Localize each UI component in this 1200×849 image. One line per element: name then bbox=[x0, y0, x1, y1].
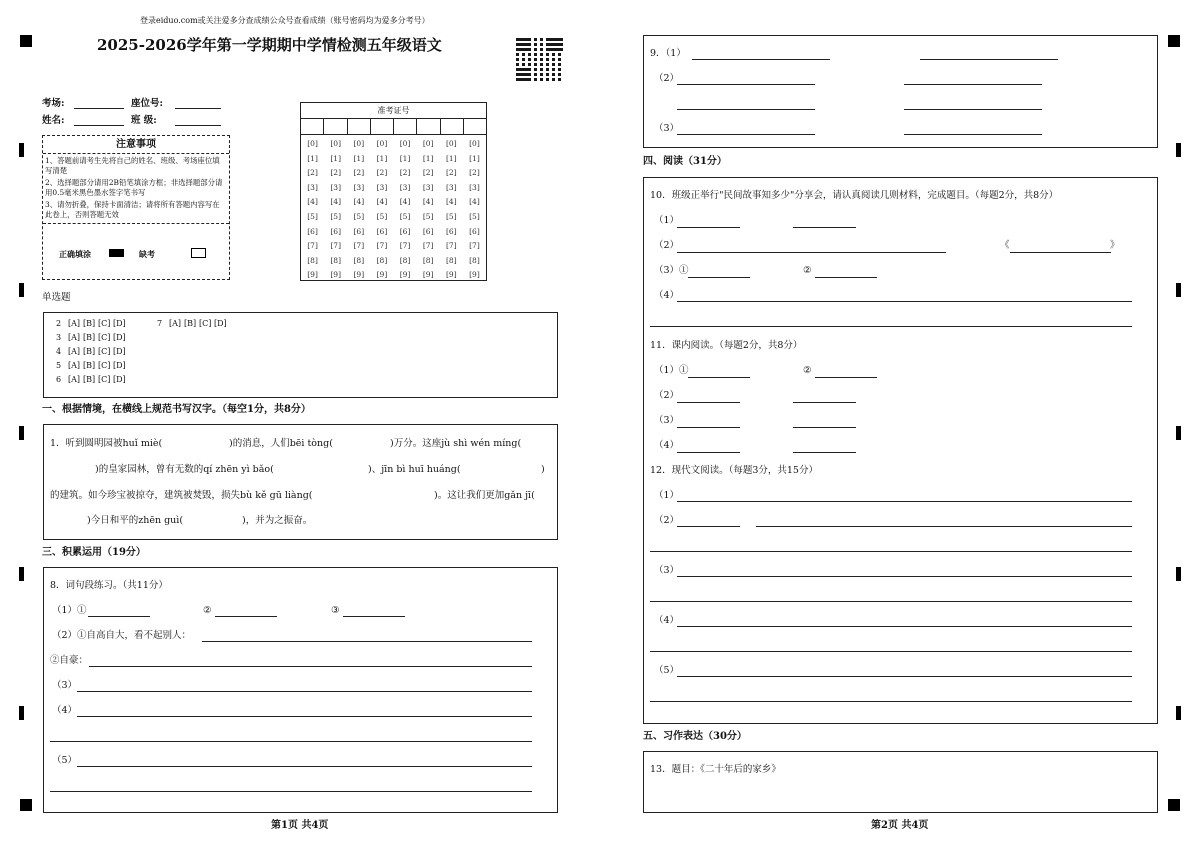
q11-part: （3） bbox=[654, 415, 680, 426]
admission-digit-bubble[interactable]: [9] bbox=[376, 270, 388, 280]
admission-digit-bubble[interactable]: [4] bbox=[353, 197, 365, 207]
q8-part: ③ bbox=[331, 605, 340, 616]
admission-digit-bubble[interactable]: [8] bbox=[399, 255, 411, 265]
q1-text: 的建筑。如今珍宝被掠夺，建筑被焚毁，损失bù kě gū liàng( bbox=[50, 490, 313, 501]
choice-option-bubble[interactable]: [B] bbox=[83, 347, 96, 356]
admission-digit-bubble[interactable]: [1] bbox=[353, 153, 365, 163]
q10-part: （4） bbox=[654, 290, 680, 301]
admission-digit-column bbox=[394, 137, 417, 283]
admission-digit-column bbox=[370, 137, 393, 283]
answer-line[interactable] bbox=[77, 766, 532, 767]
registration-mark bbox=[1168, 35, 1180, 47]
notice-item: 3、请勿折叠，保持卡面清洁；请将所有答题内容写在此卷上，否则答题无效 bbox=[45, 200, 220, 219]
admission-digit-bubble[interactable]: [9] bbox=[399, 270, 411, 280]
q12-part: （2） bbox=[654, 515, 680, 526]
q1-text: 1．听到圆明园被huǐ miè( bbox=[50, 438, 163, 449]
answer-line[interactable] bbox=[677, 402, 740, 403]
q11-heading: 11．课内阅读。（每题2分，共8分） bbox=[650, 340, 803, 351]
answer-line[interactable] bbox=[904, 134, 1042, 135]
admission-digit-column bbox=[440, 137, 463, 283]
answer-line[interactable] bbox=[677, 501, 1132, 502]
answer-line[interactable] bbox=[793, 452, 856, 453]
choice-option-bubble[interactable]: [D] bbox=[113, 347, 126, 356]
q8-heading: 8．词句段练习。（共11分） bbox=[50, 580, 168, 591]
choice-question-number: 3 bbox=[56, 333, 62, 342]
admission-digit-bubble[interactable]: [7] bbox=[307, 241, 318, 251]
answer-line[interactable] bbox=[677, 134, 815, 135]
choice-option-bubble[interactable]: [C] bbox=[199, 319, 212, 328]
choice-option-bubble[interactable]: [D] bbox=[214, 319, 227, 328]
section-4-box bbox=[643, 177, 1158, 724]
choice-option-bubble[interactable]: [C] bbox=[98, 319, 111, 328]
registration-mark bbox=[20, 35, 32, 47]
seat-field[interactable] bbox=[175, 108, 221, 109]
choice-option-bubble[interactable]: [D] bbox=[113, 319, 126, 328]
q8-part: ②自豪： bbox=[50, 655, 89, 666]
admission-digit-bubble[interactable]: [0] bbox=[330, 139, 341, 148]
admission-digit-bubble[interactable]: [7] bbox=[330, 241, 341, 251]
admission-digit-bubble[interactable]: [3] bbox=[307, 182, 318, 192]
answer-line[interactable] bbox=[793, 227, 856, 228]
answer-line[interactable] bbox=[650, 701, 1132, 702]
choice-option-bubble[interactable]: [D] bbox=[113, 333, 126, 342]
absent-label: 缺考 bbox=[139, 249, 155, 259]
page-title: 2025-2026学年第一学期期中学情检测五年级语文 bbox=[97, 36, 442, 54]
admission-digit-bubble[interactable]: [3] bbox=[399, 182, 411, 192]
admission-digit-bubble[interactable]: [7] bbox=[376, 241, 388, 251]
timing-mark bbox=[19, 567, 24, 581]
q1-text: )、jīn bì huī huáng( bbox=[368, 464, 461, 475]
admission-digit-column bbox=[324, 137, 347, 283]
section-1-heading: 一、根据情境，在横线上规范书写汉字。（每空1分，共8分） bbox=[42, 404, 311, 415]
choice-question-number: 5 bbox=[56, 361, 62, 370]
section-3-box bbox=[43, 567, 558, 813]
answer-line[interactable] bbox=[904, 109, 1042, 110]
answer-line[interactable] bbox=[50, 741, 532, 742]
choice-question-number: 4 bbox=[56, 347, 62, 356]
admission-digit-bubble[interactable]: [3] bbox=[330, 182, 341, 192]
top-note: 登录eiduo.com或关注爱多分查成绩公众号查看成绩（账号密码均为爱多分考号） bbox=[140, 16, 430, 25]
q12-part: （3） bbox=[654, 565, 680, 576]
name-label: 姓名: bbox=[42, 115, 65, 126]
page-footer-left: 第1页 共4页 bbox=[271, 820, 329, 831]
admission-number-grid bbox=[300, 102, 487, 281]
admission-digit-bubble[interactable]: [2] bbox=[376, 168, 388, 178]
answer-line[interactable] bbox=[650, 326, 1132, 327]
admission-digit-bubble[interactable]: [5] bbox=[330, 211, 341, 221]
admission-digit-bubble[interactable]: [4] bbox=[469, 197, 480, 207]
q1-text: ) bbox=[541, 464, 545, 475]
admission-digit-bubble[interactable]: [8] bbox=[469, 255, 480, 265]
choice-option-bubble[interactable]: [C] bbox=[98, 361, 111, 370]
admission-digit-bubble[interactable]: [0] bbox=[446, 139, 457, 148]
choice-option-bubble[interactable]: [B] bbox=[83, 319, 96, 328]
q8-part: （2）①自高自大，看不起别人： bbox=[52, 630, 192, 641]
admission-digit-bubble[interactable]: [5] bbox=[353, 211, 365, 221]
q13-heading: 13．题目：《二十年后的家乡》 bbox=[650, 764, 781, 775]
admission-digit-bubble[interactable]: [9] bbox=[446, 270, 457, 280]
timing-mark bbox=[1176, 143, 1181, 157]
admission-digit-bubble[interactable]: [4] bbox=[399, 197, 411, 207]
choice-option-bubble[interactable]: [A] bbox=[169, 319, 182, 328]
answer-line[interactable] bbox=[688, 377, 750, 378]
q8-part: （4） bbox=[52, 705, 78, 716]
admission-digit-bubble[interactable]: [6] bbox=[330, 226, 341, 236]
admission-digit-bubble[interactable]: [3] bbox=[353, 182, 365, 192]
admission-digit-column bbox=[463, 137, 486, 283]
choice-question-number: 7 bbox=[157, 319, 163, 328]
q8-part: （1）① bbox=[52, 605, 87, 616]
answer-line[interactable] bbox=[650, 601, 1132, 602]
admission-digit-bubble[interactable]: [5] bbox=[446, 211, 457, 221]
q1-text: )今日和平的zhēn guì( bbox=[87, 515, 184, 526]
class-label: 班 级: bbox=[131, 115, 157, 126]
q10-part: （2） bbox=[654, 240, 680, 251]
choice-option-bubble[interactable]: [B] bbox=[184, 319, 197, 328]
q11-part: （2） bbox=[654, 390, 680, 401]
admission-digit-bubble[interactable]: [5] bbox=[307, 211, 318, 221]
admission-digit-bubble[interactable]: [2] bbox=[399, 168, 411, 178]
answer-line[interactable] bbox=[677, 526, 740, 527]
admission-digit-bubble[interactable]: [5] bbox=[422, 211, 434, 221]
choice-option-bubble[interactable]: [A] bbox=[68, 347, 81, 356]
answer-line[interactable] bbox=[77, 716, 532, 717]
q1-text: )万分。这座jù shì wén míng( bbox=[390, 438, 522, 449]
admission-digit-column bbox=[417, 137, 440, 283]
answer-line[interactable] bbox=[677, 452, 740, 453]
answer-line[interactable] bbox=[202, 641, 532, 642]
admission-digit-bubble[interactable]: [5] bbox=[399, 211, 411, 221]
admission-digit-bubble[interactable]: [1] bbox=[307, 153, 318, 163]
timing-mark bbox=[19, 143, 24, 157]
answer-line[interactable] bbox=[677, 301, 1132, 302]
answer-line[interactable] bbox=[677, 252, 946, 253]
section-5-heading: 五、习作表达（30分） bbox=[643, 731, 747, 742]
admission-digit-bubble[interactable]: [1] bbox=[399, 153, 411, 163]
section-3-heading: 三、积累运用（19分） bbox=[42, 547, 146, 558]
timing-mark bbox=[1176, 283, 1181, 297]
q10-heading: 10．班级正举行"民间故事知多少"分享会，请认真阅读几则材料，完成题目。（每题2分，共8分） bbox=[650, 190, 1059, 201]
answer-line[interactable] bbox=[793, 427, 856, 428]
q9-part: （3） bbox=[654, 123, 680, 134]
answer-line[interactable] bbox=[677, 427, 740, 428]
admission-digit-bubble[interactable]: [7] bbox=[353, 241, 365, 251]
q12-part: （1） bbox=[654, 490, 680, 501]
notice-box bbox=[42, 135, 230, 280]
choice-option-bubble[interactable]: [B] bbox=[83, 333, 96, 342]
admission-digit-bubble[interactable]: [4] bbox=[307, 197, 318, 207]
timing-mark bbox=[1176, 706, 1181, 720]
admission-digit-bubble[interactable]: [4] bbox=[446, 197, 457, 207]
admission-digit-bubble[interactable]: [5] bbox=[376, 211, 388, 221]
choice-option-bubble[interactable]: [B] bbox=[83, 361, 96, 370]
book-open-bracket: 《 bbox=[1000, 240, 1010, 251]
admission-digit-bubble[interactable]: [2] bbox=[307, 168, 318, 178]
admission-digit-bubble[interactable]: [2] bbox=[330, 168, 341, 178]
answer-line[interactable] bbox=[89, 666, 532, 667]
answer-line[interactable] bbox=[1010, 252, 1111, 253]
admission-digit-bubble[interactable]: [7] bbox=[446, 241, 457, 251]
section-4-heading: 四、阅读（31分） bbox=[643, 156, 727, 167]
q1-text: )的皇家园林，曾有无数的qí zhēn yì bǎo( bbox=[95, 464, 274, 475]
admission-digit-bubble[interactable]: [2] bbox=[446, 168, 457, 178]
admission-digit-bubble[interactable]: [8] bbox=[330, 255, 341, 265]
admission-digit-bubble[interactable]: [9] bbox=[353, 270, 365, 280]
q11-part: （4） bbox=[654, 440, 680, 451]
answer-line[interactable] bbox=[677, 227, 740, 228]
choice-option-bubble[interactable]: [C] bbox=[98, 375, 111, 384]
choice-option-bubble[interactable]: [A] bbox=[68, 375, 81, 384]
admission-digit-bubble[interactable]: [9] bbox=[307, 270, 318, 280]
admission-digit-bubble[interactable]: [2] bbox=[469, 168, 480, 178]
admission-digit-bubble[interactable]: [8] bbox=[422, 255, 434, 265]
admission-number-write-row[interactable] bbox=[301, 119, 486, 135]
timing-mark bbox=[1176, 567, 1181, 581]
notice-heading: 注意事项 bbox=[43, 136, 229, 154]
q9-box bbox=[643, 35, 1158, 148]
admission-digit-bubble[interactable]: [2] bbox=[353, 168, 365, 178]
admission-digit-bubble[interactable]: [1] bbox=[376, 153, 388, 163]
admission-digit-bubble[interactable]: [7] bbox=[422, 241, 434, 251]
answer-line[interactable] bbox=[677, 84, 815, 85]
admission-digit-bubble[interactable]: [0] bbox=[307, 139, 318, 148]
q8-part: ② bbox=[203, 605, 212, 616]
registration-mark bbox=[20, 799, 32, 811]
choice-option-bubble[interactable]: [C] bbox=[98, 347, 111, 356]
answer-line[interactable] bbox=[343, 616, 405, 617]
admission-digit-bubble[interactable]: [2] bbox=[422, 168, 434, 178]
answer-line[interactable] bbox=[688, 277, 750, 278]
choice-option-bubble[interactable]: [A] bbox=[68, 319, 81, 328]
name-field[interactable] bbox=[74, 125, 124, 126]
q9-part: 9．（1） bbox=[650, 48, 686, 59]
q10-part: （1） bbox=[654, 215, 680, 226]
admission-digit-bubble[interactable]: [6] bbox=[307, 226, 318, 236]
admission-digit-bubble[interactable]: [9] bbox=[469, 270, 480, 280]
answer-line[interactable] bbox=[677, 109, 815, 110]
admission-digit-bubble[interactable]: [6] bbox=[422, 226, 434, 236]
admission-digit-bubble[interactable]: [8] bbox=[446, 255, 457, 265]
admission-digit-bubble[interactable]: [8] bbox=[376, 255, 388, 265]
admission-number-label: 准考证号 bbox=[301, 103, 486, 119]
fill-sample-area bbox=[43, 223, 229, 282]
admission-digit-bubble[interactable]: [6] bbox=[399, 226, 411, 236]
q12-heading: 12．现代文阅读。（每题3分，共15分） bbox=[650, 465, 818, 476]
notice-item: 2、选择题部分请用2B铅笔填涂方框；非选择题部分请用0.5毫米黑色墨水签字笔书写 bbox=[45, 178, 223, 197]
admission-digit-bubble[interactable]: [0] bbox=[469, 139, 480, 148]
admission-digit-bubble[interactable]: [3] bbox=[446, 182, 457, 192]
timing-mark bbox=[19, 426, 24, 440]
q1-text: )。这让我们更加gǎn jī( bbox=[434, 490, 535, 501]
answer-line[interactable] bbox=[904, 84, 1042, 85]
answer-line[interactable] bbox=[815, 277, 877, 278]
admission-digit-column bbox=[347, 137, 370, 283]
registration-mark bbox=[1168, 799, 1180, 811]
choice-option-bubble[interactable]: [A] bbox=[68, 333, 81, 342]
admission-digit-bubble[interactable]: [4] bbox=[330, 197, 341, 207]
answer-line[interactable] bbox=[50, 791, 532, 792]
timing-mark bbox=[19, 706, 24, 720]
choice-section-label: 单选题 bbox=[42, 292, 71, 303]
filled-box-icon bbox=[109, 249, 124, 257]
admission-digit-bubble[interactable]: [9] bbox=[330, 270, 341, 280]
choice-option-bubble[interactable]: [A] bbox=[68, 361, 81, 370]
q10-part: ② bbox=[803, 265, 812, 276]
essay-box[interactable] bbox=[643, 751, 1158, 813]
answer-line[interactable] bbox=[793, 402, 856, 403]
admission-digit-bubble[interactable]: [0] bbox=[353, 139, 365, 148]
admission-digit-bubble[interactable]: [6] bbox=[376, 226, 388, 236]
timing-mark bbox=[1176, 426, 1181, 440]
admission-digit-bubble[interactable]: [6] bbox=[353, 226, 365, 236]
class-field[interactable] bbox=[175, 125, 221, 126]
admission-digit-bubble[interactable]: [3] bbox=[469, 182, 480, 192]
answer-line[interactable] bbox=[677, 576, 1132, 577]
choice-option-bubble[interactable]: [D] bbox=[113, 375, 126, 384]
admission-digit-bubble[interactable]: [7] bbox=[469, 241, 480, 251]
answer-line[interactable] bbox=[650, 651, 1132, 652]
admission-digit-bubble[interactable]: [1] bbox=[422, 153, 434, 163]
answer-line[interactable] bbox=[920, 59, 1058, 60]
choice-option-bubble[interactable]: [C] bbox=[98, 333, 111, 342]
q9-part: （2） bbox=[654, 73, 680, 84]
choice-question-number: 6 bbox=[56, 375, 62, 384]
page-footer-right: 第2页 共4页 bbox=[871, 820, 929, 831]
admission-digit-bubble[interactable]: [1] bbox=[469, 153, 480, 163]
answer-line[interactable] bbox=[677, 626, 1132, 627]
notice-item: 1、答题前请考生先将自己的姓名、班级、考场座位填写清楚 bbox=[45, 156, 220, 175]
q1-text: )的消息，人们bēi tòng( bbox=[229, 438, 333, 449]
q12-part: （4） bbox=[654, 615, 680, 626]
admission-digit-bubble[interactable]: [8] bbox=[307, 255, 318, 265]
timing-mark bbox=[19, 283, 24, 297]
answer-line[interactable] bbox=[815, 377, 877, 378]
answer-line[interactable] bbox=[650, 551, 1132, 552]
admission-digit-bubble[interactable]: [1] bbox=[446, 153, 457, 163]
fill-correct-label: 正确填涂 bbox=[59, 249, 91, 259]
answer-line[interactable] bbox=[215, 616, 277, 617]
exam-room-field[interactable] bbox=[74, 108, 124, 109]
seat-label: 座位号: bbox=[131, 98, 164, 109]
answer-line[interactable] bbox=[756, 526, 1132, 527]
admission-digit-bubble[interactable]: [0] bbox=[399, 139, 411, 148]
absent-checkbox[interactable] bbox=[191, 248, 206, 258]
choice-option-bubble[interactable]: [D] bbox=[113, 361, 126, 370]
admission-digit-column bbox=[301, 137, 324, 283]
admission-digit-bubble[interactable]: [0] bbox=[376, 139, 388, 148]
admission-digit-bubble[interactable]: [4] bbox=[376, 197, 388, 207]
admission-digit-bubble[interactable]: [5] bbox=[469, 211, 480, 221]
answer-line[interactable] bbox=[88, 616, 150, 617]
admission-digit-bubble[interactable]: [7] bbox=[399, 241, 411, 251]
answer-line[interactable] bbox=[677, 676, 1132, 677]
admission-digit-bubble[interactable]: [8] bbox=[353, 255, 365, 265]
admission-digit-bubble[interactable]: [0] bbox=[422, 139, 434, 148]
answer-line[interactable] bbox=[692, 59, 830, 60]
admission-digit-bubble[interactable]: [9] bbox=[422, 270, 434, 280]
admission-digit-bubble[interactable]: [6] bbox=[469, 226, 480, 236]
admission-digit-bubble[interactable]: [6] bbox=[446, 226, 457, 236]
q12-part: （5） bbox=[654, 665, 680, 676]
admission-digit-bubble[interactable]: [3] bbox=[376, 182, 388, 192]
admission-digit-bubble[interactable]: [1] bbox=[330, 153, 341, 163]
book-close-bracket: 》 bbox=[1110, 240, 1120, 251]
q8-part: （5） bbox=[52, 755, 78, 766]
choice-question-number: 2 bbox=[56, 319, 62, 328]
choice-option-bubble[interactable]: [B] bbox=[83, 375, 96, 384]
admission-digit-bubble[interactable]: [4] bbox=[422, 197, 434, 207]
q11-part: （1）① bbox=[654, 365, 689, 376]
qr-code-icon bbox=[516, 37, 563, 81]
answer-line[interactable] bbox=[77, 691, 532, 692]
admission-digit-bubble[interactable]: [3] bbox=[422, 182, 434, 192]
q1-text: )，并为之振奋。 bbox=[242, 515, 313, 526]
q11-part: ② bbox=[803, 365, 812, 376]
q8-part: （3） bbox=[52, 680, 78, 691]
exam-room-label: 考场: bbox=[42, 98, 65, 109]
q10-part: （3）① bbox=[654, 265, 689, 276]
